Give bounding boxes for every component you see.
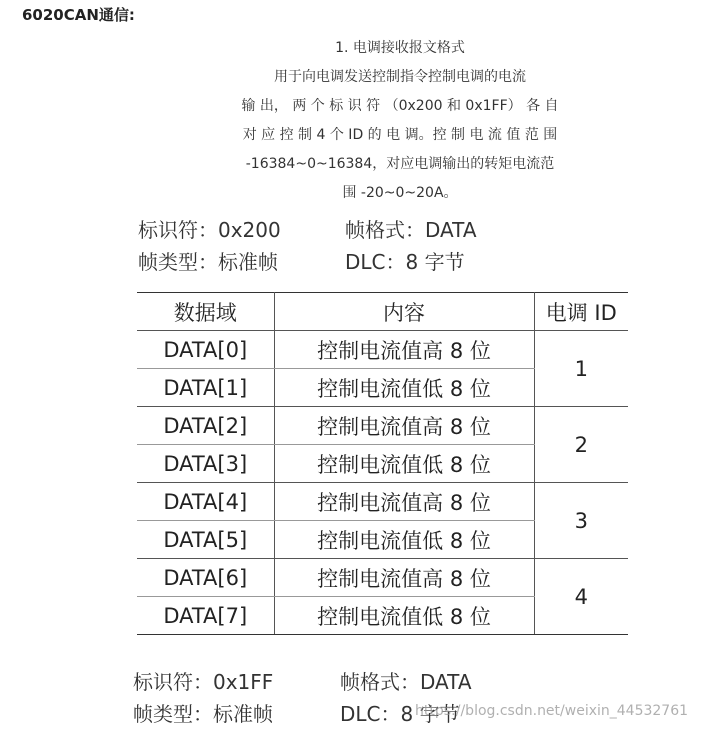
content-cell: 控制电流值低 8 位	[274, 521, 534, 559]
data-field-cell: DATA[5]	[137, 521, 274, 559]
esc-id-cell: 1	[534, 331, 628, 407]
data-field-cell: DATA[0]	[137, 331, 274, 369]
description-block	[210, 34, 590, 208]
frame-info-0x1ff	[133, 666, 533, 730]
table-row	[137, 331, 628, 369]
data-field-cell: DATA[2]	[137, 407, 274, 445]
dlc-label: DLC：8 字节	[345, 250, 465, 274]
column-header-content: 内容	[274, 293, 534, 331]
frame-type-label: 帧类型：标准帧	[133, 702, 273, 726]
table-header-row	[137, 293, 628, 331]
table-row	[137, 483, 628, 521]
description-line: 对 应 控 制 4 个 ID 的 电 调。控 制 电 流 值 范 围	[242, 127, 558, 143]
identifier-label: 标识符：0x1FF	[133, 670, 274, 694]
data-field-cell: DATA[1]	[137, 369, 274, 407]
data-field-table	[137, 292, 628, 635]
data-field-cell: DATA[7]	[137, 597, 274, 635]
content-cell: 控制电流值高 8 位	[274, 331, 534, 369]
content-cell: 控制电流值高 8 位	[274, 483, 534, 521]
content-cell: 控制电流值高 8 位	[274, 407, 534, 445]
frame-format-label: 帧格式：DATA	[340, 670, 472, 694]
frame-type-label: 帧类型：标准帧	[138, 250, 278, 274]
data-field-cell: DATA[6]	[137, 559, 274, 597]
content-cell: 控制电流值低 8 位	[274, 597, 534, 635]
data-field-cell: DATA[4]	[137, 483, 274, 521]
column-header-esc-id: 电调 ID	[534, 293, 628, 331]
dlc-label: DLC：8 字节	[340, 702, 460, 726]
column-header-data-field: 数据域	[137, 293, 274, 331]
table-row	[137, 407, 628, 445]
content-cell: 控制电流值低 8 位	[274, 369, 534, 407]
page-heading: 6020CAN通信:	[22, 6, 135, 24]
frame-info-0x200	[138, 214, 538, 278]
content-cell: 控制电流值高 8 位	[274, 559, 534, 597]
data-field-cell: DATA[3]	[137, 445, 274, 483]
esc-id-cell: 4	[534, 559, 628, 635]
description-line: 输 出， 两 个 标 识 符 （0x200 和 0x1FF） 各 自	[241, 98, 559, 114]
watermark-url: https://blog.csdn.net/weixin_44532761	[415, 703, 689, 719]
table-row	[137, 559, 628, 597]
description-line: -16384~0~16384，对应电调输出的转矩电流范	[245, 156, 555, 172]
description-line: 用于向电调发送控制指令控制电调的电流	[274, 69, 526, 85]
esc-id-cell: 2	[534, 407, 628, 483]
identifier-label: 标识符：0x200	[138, 218, 281, 242]
esc-id-cell: 3	[534, 483, 628, 559]
description-line: 围 -20~0~20A。	[342, 185, 458, 201]
description-line: 1. 电调接收报文格式	[335, 40, 465, 56]
frame-format-label: 帧格式：DATA	[345, 218, 477, 242]
content-cell: 控制电流值低 8 位	[274, 445, 534, 483]
